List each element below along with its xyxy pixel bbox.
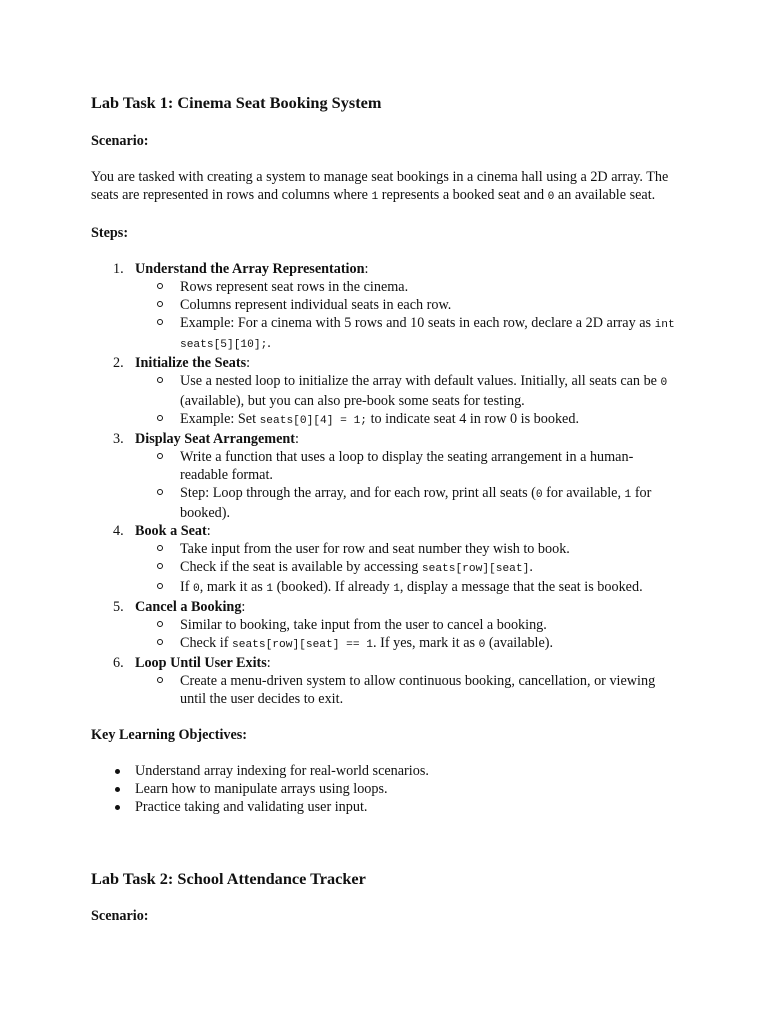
circle-bullet-icon bbox=[157, 545, 163, 551]
step-item bbox=[91, 430, 681, 522]
step-sublist bbox=[135, 540, 681, 598]
step-title: Understand the Array Representation bbox=[135, 261, 365, 277]
text-run: for booked). bbox=[180, 485, 652, 521]
code-run: 1 bbox=[266, 583, 274, 595]
code-run: 0 bbox=[660, 377, 668, 389]
objective-item bbox=[91, 780, 681, 798]
step-sublist bbox=[135, 278, 681, 354]
sub-item bbox=[135, 372, 681, 410]
circle-bullet-icon bbox=[157, 621, 163, 627]
circle-bullet-icon bbox=[157, 377, 163, 383]
step-suffix: : bbox=[241, 599, 246, 615]
objectives-label: Key Learning Objectives: bbox=[91, 727, 248, 743]
code-run: int seats[5][10]; bbox=[180, 319, 675, 351]
circle-bullet-icon bbox=[157, 639, 163, 645]
circle-bullet-icon bbox=[157, 283, 163, 289]
disc-bullet-icon bbox=[115, 805, 120, 810]
circle-bullet-icon bbox=[157, 453, 163, 459]
text-run: Create a menu-driven system to allow continuous booking, cancellation, or viewing until the user decides to exit. bbox=[180, 673, 656, 707]
sub-item bbox=[135, 278, 681, 296]
step-title: Cancel a Booking bbox=[135, 599, 242, 615]
task1-scenario-label: Scenario: bbox=[91, 133, 149, 149]
text-run: (available), but you can also pre-book some seats for testing. bbox=[180, 393, 525, 409]
text-run: Example: Set bbox=[180, 411, 260, 427]
code-run: 0 bbox=[478, 639, 486, 651]
text-run: Columns represent individual seats in each row. bbox=[180, 297, 452, 313]
code-run: 1 bbox=[624, 489, 632, 501]
step-suffix: : bbox=[364, 261, 369, 277]
sub-item bbox=[135, 616, 681, 634]
code-run: 0 bbox=[547, 191, 555, 203]
text-run: an available seat. bbox=[554, 187, 656, 203]
text-run: (booked). If already bbox=[273, 579, 394, 595]
task2-scenario-label: Scenario: bbox=[91, 908, 149, 924]
step-suffix: : bbox=[266, 655, 271, 671]
step-item bbox=[91, 654, 681, 708]
text-run: Check if the seat is available by accessing bbox=[180, 559, 422, 575]
disc-bullet-icon bbox=[115, 787, 120, 792]
code-run: 1 bbox=[393, 583, 400, 595]
disc-bullet-icon bbox=[115, 769, 120, 774]
code-run: seats[0][4] = 1; bbox=[259, 415, 368, 427]
sub-item bbox=[135, 540, 681, 558]
circle-bullet-icon bbox=[157, 563, 163, 569]
text-run: Use a nested loop to initialize the array with default values. Initially, all seats can be bbox=[180, 373, 661, 389]
code-run: seats[row][seat] bbox=[421, 563, 530, 575]
step-title: Loop Until User Exits bbox=[135, 655, 267, 671]
step-title: Display Seat Arrangement bbox=[135, 431, 295, 447]
text-run: If bbox=[180, 579, 193, 595]
sub-item bbox=[135, 314, 681, 354]
step-number: 1. bbox=[113, 261, 124, 277]
code-run: 1 bbox=[371, 191, 379, 203]
step-number: 3. bbox=[113, 431, 124, 447]
sub-item bbox=[135, 484, 681, 522]
text-run: for available, bbox=[542, 485, 625, 501]
text-run: Similar to booking, take input from the user to cancel a booking. bbox=[180, 617, 547, 633]
circle-bullet-icon bbox=[157, 319, 163, 325]
step-suffix: : bbox=[295, 431, 299, 447]
code-run: 0 bbox=[535, 489, 543, 501]
step-item bbox=[91, 598, 681, 654]
step-sublist bbox=[135, 448, 681, 522]
step-number: 5. bbox=[113, 599, 124, 615]
task1-scenario-text bbox=[91, 168, 681, 206]
objective-item bbox=[91, 762, 681, 780]
sub-item bbox=[135, 634, 681, 654]
document-content bbox=[91, 92, 681, 925]
circle-bullet-icon bbox=[157, 301, 163, 307]
text-run: Step: Loop through the array, and for each row, print all seats ( bbox=[180, 485, 536, 501]
step-number: 6. bbox=[113, 655, 124, 671]
objectives-list bbox=[91, 762, 681, 816]
text-run: . If yes, mark it as bbox=[373, 635, 479, 651]
text-run: Rows represent seat rows in the cinema. bbox=[180, 279, 409, 295]
sub-item bbox=[135, 410, 681, 430]
text-run: represents a booked seat and bbox=[378, 187, 548, 203]
step-item bbox=[91, 522, 681, 598]
text-run: , mark it as bbox=[199, 579, 267, 595]
text-run: Take input from the user for row and seat number they wish to book. bbox=[180, 541, 570, 557]
sub-item bbox=[135, 296, 681, 314]
step-title: Book a Seat bbox=[135, 523, 207, 539]
circle-bullet-icon bbox=[157, 415, 163, 421]
code-run: 0 bbox=[193, 583, 200, 595]
objective-text: Learn how to manipulate arrays using loops. bbox=[135, 781, 388, 797]
step-number: 2. bbox=[113, 355, 124, 371]
step-suffix: : bbox=[206, 523, 211, 539]
text-run: You are tasked with creating a system to manage seat bookings in a cinema hall using a 2D array. The seats are represented in rows and columns where bbox=[91, 169, 669, 203]
circle-bullet-icon bbox=[157, 583, 163, 589]
text-run: Write a function that uses a loop to display the seating arrangement in a human-readable format. bbox=[180, 449, 634, 483]
text-run: (available). bbox=[485, 635, 554, 651]
sub-item bbox=[135, 558, 681, 578]
step-item bbox=[91, 260, 681, 354]
step-sublist bbox=[135, 372, 681, 430]
sub-item bbox=[135, 578, 681, 598]
objective-text: Understand array indexing for real-world scenarios. bbox=[135, 763, 429, 779]
circle-bullet-icon bbox=[157, 489, 163, 495]
text-run: to indicate seat 4 in row 0 is booked. bbox=[367, 411, 579, 427]
text-run: Check if bbox=[180, 635, 233, 651]
objective-item bbox=[91, 798, 681, 816]
step-sublist bbox=[135, 616, 681, 654]
text-run: . bbox=[529, 559, 533, 575]
step-number: 4. bbox=[113, 523, 124, 539]
steps-list bbox=[91, 260, 681, 708]
objective-text: Practice taking and validating user input. bbox=[135, 799, 368, 815]
sub-item bbox=[135, 672, 681, 708]
task1-steps-label: Steps: bbox=[91, 225, 129, 241]
step-item bbox=[91, 354, 681, 430]
task1-title: Lab Task 1: Cinema Seat Booking System bbox=[91, 93, 382, 112]
step-title: Initialize the Seats bbox=[135, 355, 247, 371]
sub-item bbox=[135, 448, 681, 484]
text-run: Example: For a cinema with 5 rows and 10 seats in each row, declare a 2D array as bbox=[180, 315, 655, 331]
task2-title: Lab Task 2: School Attendance Tracker bbox=[91, 869, 366, 888]
text-run: , display a message that the seat is booked. bbox=[399, 579, 643, 595]
code-run: seats[row][seat] == 1 bbox=[232, 639, 374, 651]
circle-bullet-icon bbox=[157, 677, 163, 683]
text-run: . bbox=[267, 335, 271, 351]
step-suffix: : bbox=[246, 355, 251, 371]
step-sublist bbox=[135, 672, 681, 708]
